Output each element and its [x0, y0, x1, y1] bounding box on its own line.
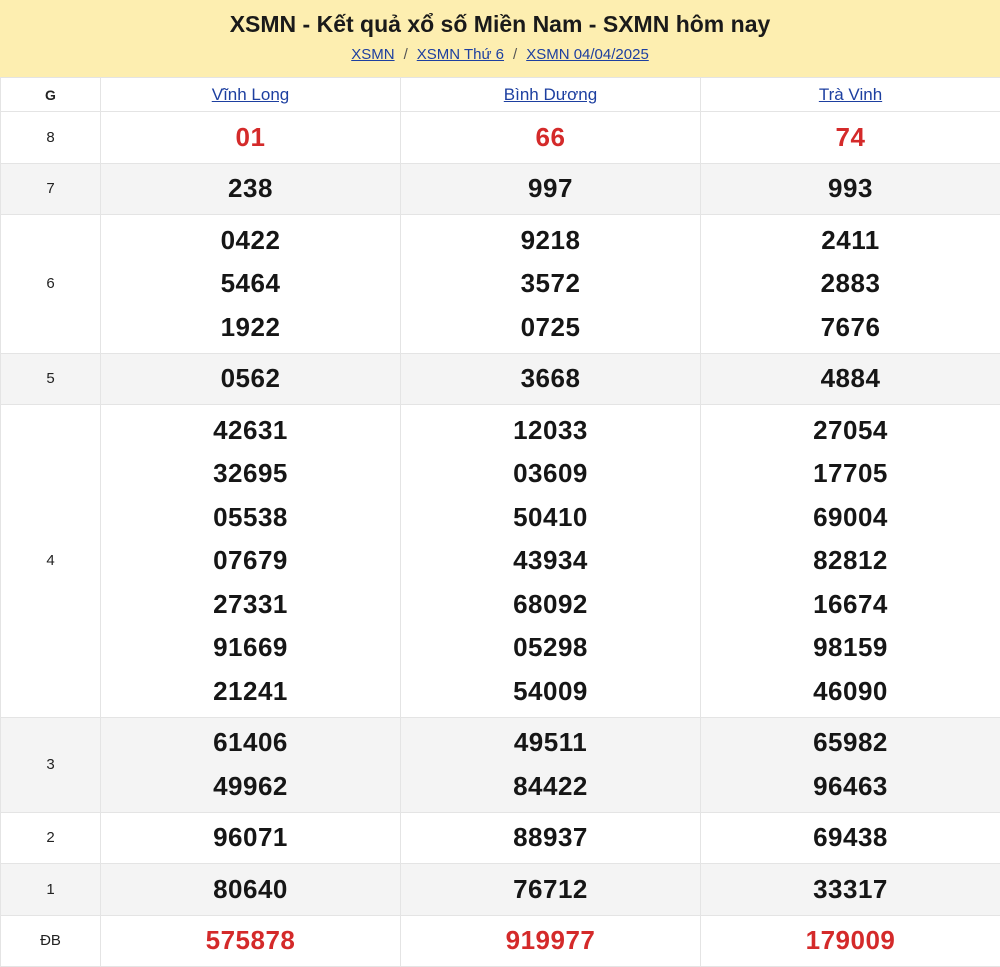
prize-row — [1, 864, 1000, 916]
result-number: 179009 — [701, 919, 1000, 963]
result-number: 4884 — [701, 357, 1000, 401]
result-cell — [401, 405, 701, 718]
result-cell — [701, 163, 1000, 215]
prize-label: ĐB — [1, 915, 101, 967]
result-number: 84422 — [401, 765, 700, 809]
result-cell — [701, 405, 1000, 718]
result-cell — [401, 163, 701, 215]
prize-row — [1, 215, 1000, 354]
result-number: 96463 — [701, 765, 1000, 809]
breadcrumb-link-xsmn[interactable]: XSMN — [351, 46, 394, 63]
prize-label: 5 — [1, 353, 101, 405]
prize-label: 8 — [1, 112, 101, 164]
prize-row — [1, 405, 1000, 718]
result-number: 82812 — [701, 539, 1000, 583]
result-cell — [701, 717, 1000, 812]
result-number: 997 — [401, 167, 700, 211]
prize-column-header: G — [1, 78, 101, 112]
prize-row — [1, 112, 1000, 164]
result-cell — [701, 353, 1000, 405]
result-number: 07679 — [101, 539, 400, 583]
result-number: 0422 — [101, 219, 400, 263]
result-cell — [101, 915, 401, 967]
result-number: 919977 — [401, 919, 700, 963]
result-number: 16674 — [701, 583, 1000, 627]
result-cell — [701, 112, 1000, 164]
result-number: 17705 — [701, 452, 1000, 496]
result-number: 21241 — [101, 670, 400, 714]
result-number: 91669 — [101, 626, 400, 670]
result-number: 1922 — [101, 306, 400, 350]
page-header — [0, 0, 1000, 77]
prize-row — [1, 915, 1000, 967]
result-number: 3668 — [401, 357, 700, 401]
prize-label: 4 — [1, 405, 101, 718]
result-number: 2883 — [701, 262, 1000, 306]
result-cell — [401, 112, 701, 164]
result-number: 0562 — [101, 357, 400, 401]
result-number: 42631 — [101, 409, 400, 453]
result-number: 50410 — [401, 496, 700, 540]
result-number: 05538 — [101, 496, 400, 540]
result-number: 5464 — [101, 262, 400, 306]
result-number: 12033 — [401, 409, 700, 453]
province-link-vinh-long[interactable]: Vĩnh Long — [212, 85, 290, 104]
result-cell — [401, 717, 701, 812]
result-number: 54009 — [401, 670, 700, 714]
result-cell — [401, 864, 701, 916]
result-cell — [701, 215, 1000, 354]
province-header-binh-duong — [401, 78, 701, 112]
result-cell — [701, 812, 1000, 864]
result-number: 96071 — [101, 816, 400, 860]
result-number: 05298 — [401, 626, 700, 670]
result-cell — [101, 717, 401, 812]
result-number: 98159 — [701, 626, 1000, 670]
result-number: 3572 — [401, 262, 700, 306]
prize-row — [1, 163, 1000, 215]
result-cell — [101, 812, 401, 864]
breadcrumb-separator: / — [404, 46, 408, 63]
result-cell — [701, 864, 1000, 916]
breadcrumb-link-xsmn-thu6[interactable]: XSMN Thứ 6 — [417, 46, 504, 63]
result-number: 74 — [701, 116, 1000, 160]
result-cell — [101, 215, 401, 354]
result-number: 69004 — [701, 496, 1000, 540]
result-cell — [101, 864, 401, 916]
result-number: 238 — [101, 167, 400, 211]
result-number: 575878 — [101, 919, 400, 963]
result-number: 46090 — [701, 670, 1000, 714]
breadcrumb-separator: / — [513, 46, 517, 63]
result-number: 43934 — [401, 539, 700, 583]
result-number: 76712 — [401, 868, 700, 912]
result-cell — [401, 215, 701, 354]
result-number: 33317 — [701, 868, 1000, 912]
result-number: 01 — [101, 116, 400, 160]
result-number: 2411 — [701, 219, 1000, 263]
province-header-tra-vinh — [701, 78, 1000, 112]
result-number: 49962 — [101, 765, 400, 809]
prize-row — [1, 812, 1000, 864]
prize-label: 6 — [1, 215, 101, 354]
province-link-binh-duong[interactable]: Bình Dương — [504, 85, 597, 104]
result-number: 88937 — [401, 816, 700, 860]
result-number: 69438 — [701, 816, 1000, 860]
table-header-row — [1, 78, 1000, 112]
result-cell — [101, 163, 401, 215]
result-cell — [701, 915, 1000, 967]
result-number: 66 — [401, 116, 700, 160]
breadcrumb-link-date[interactable]: XSMN 04/04/2025 — [526, 46, 649, 63]
result-number: 03609 — [401, 452, 700, 496]
page-title: XSMN - Kết quả xổ số Miền Nam - SXMN hôm nay — [0, 9, 1000, 39]
result-number: 7676 — [701, 306, 1000, 350]
prize-label: 1 — [1, 864, 101, 916]
prize-label: 7 — [1, 163, 101, 215]
result-cell — [401, 915, 701, 967]
result-number: 68092 — [401, 583, 700, 627]
breadcrumb — [0, 46, 1000, 64]
prize-label: 3 — [1, 717, 101, 812]
result-number: 61406 — [101, 721, 400, 765]
result-number: 65982 — [701, 721, 1000, 765]
result-number: 27054 — [701, 409, 1000, 453]
result-number: 27331 — [101, 583, 400, 627]
province-header-vinh-long — [101, 78, 401, 112]
province-link-tra-vinh[interactable]: Trà Vinh — [819, 85, 882, 104]
result-cell — [101, 405, 401, 718]
prize-row — [1, 353, 1000, 405]
result-number: 80640 — [101, 868, 400, 912]
result-number: 49511 — [401, 721, 700, 765]
result-cell — [401, 812, 701, 864]
prize-row — [1, 717, 1000, 812]
result-number: 9218 — [401, 219, 700, 263]
result-cell — [101, 353, 401, 405]
result-cell — [101, 112, 401, 164]
prize-label: 2 — [1, 812, 101, 864]
result-cell — [401, 353, 701, 405]
result-number: 993 — [701, 167, 1000, 211]
result-number: 32695 — [101, 452, 400, 496]
results-table — [0, 77, 1000, 967]
result-number: 0725 — [401, 306, 700, 350]
